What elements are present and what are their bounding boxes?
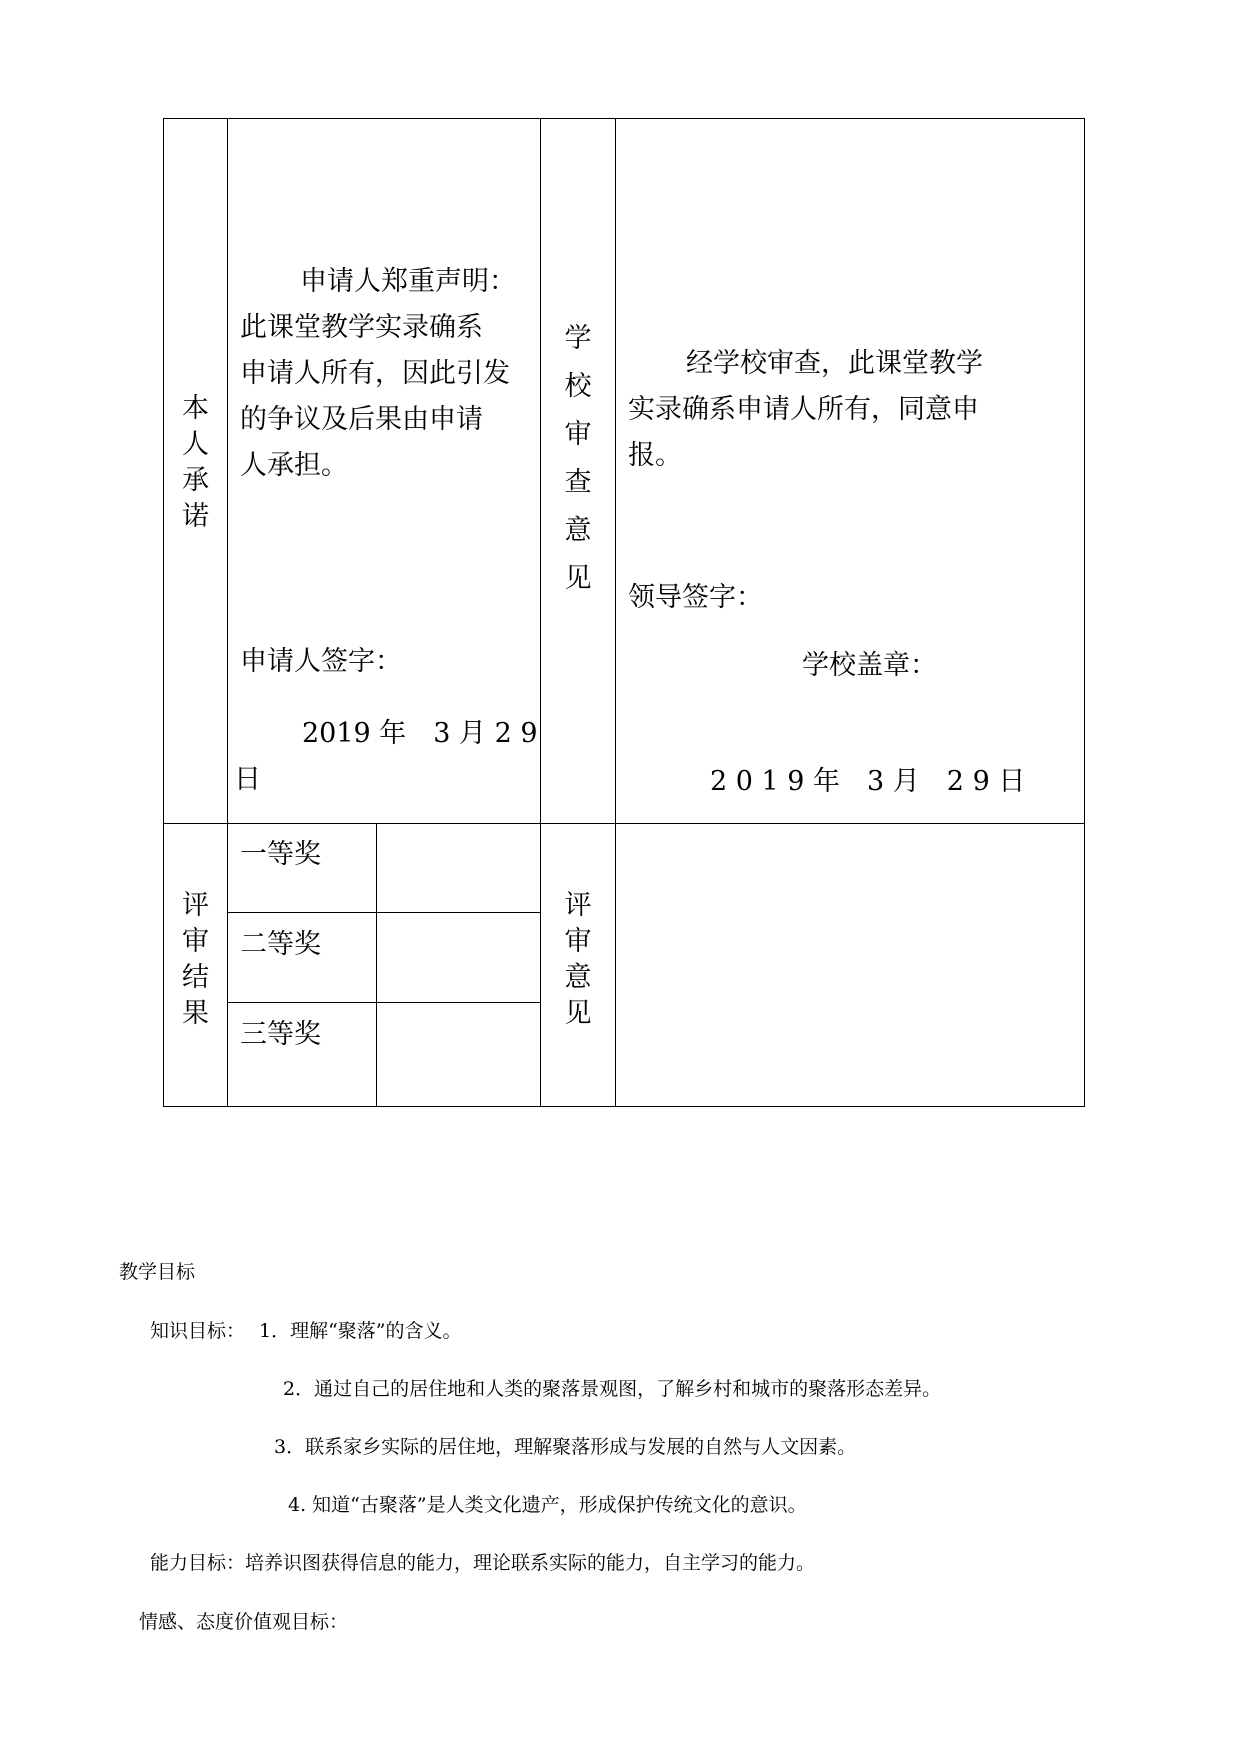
opinion-label-cell xyxy=(541,824,616,1107)
pledge-text-line: 此课堂教学实录确系 xyxy=(240,312,483,343)
pledge-text-line: 申请人所有，因此引发 xyxy=(240,358,510,389)
objectives-heading: 教学目标 xyxy=(119,1261,196,1283)
pledge-text-line: 人承担。 xyxy=(240,450,348,481)
result-label-cell xyxy=(164,824,228,1107)
third-prize-label: 三等奖 xyxy=(240,1019,321,1050)
pledge-content-cell xyxy=(228,119,541,824)
pledge-declaration-heading: 申请人郑重声明： xyxy=(300,266,516,297)
school-review-label-cell xyxy=(541,119,616,824)
pledge-label-cell xyxy=(164,119,228,824)
pledge-text-line: 的争议及后果由申请 xyxy=(240,404,483,435)
result-label: 评 审 结 果 xyxy=(182,890,209,1029)
applicant-date: 2019 年 3 月 2 9 xyxy=(302,718,538,749)
award-blanks-cell xyxy=(377,824,541,1107)
applicant-signature-label: 申请人签字： xyxy=(240,646,402,677)
knowledge-objectives-prefix: 知识目标： xyxy=(150,1320,246,1342)
emotion-objectives: 情感、态度价值观目标： xyxy=(139,1611,349,1633)
knowledge-objective-item: 3．联系家乡实际的居住地，理解聚落形成与发展的自然与人文因素。 xyxy=(274,1436,857,1458)
pledge-label: 本 人 承 诺 xyxy=(182,393,209,532)
school-review-label: 学 校 审 查 意 见 xyxy=(564,323,592,594)
school-review-text: 经学校审查，此课堂教学 xyxy=(686,348,983,379)
ability-objectives: 能力目标：培养识图获得信息的能力，理论联系实际的能力，自主学习的能力。 xyxy=(150,1552,816,1574)
knowledge-objective-item: 4. 知道“古聚落”是人类文化遗产，形成保护传统文化的意识。 xyxy=(288,1494,807,1516)
school-review-content-cell xyxy=(616,119,1085,824)
applicant-date-day: 日 xyxy=(234,764,261,795)
application-form-table xyxy=(163,118,1085,1107)
school-review-text: 实录确系申请人所有，同意申 xyxy=(628,394,979,425)
opinion-content-cell xyxy=(616,824,1085,1107)
knowledge-objective-item: 1．理解“聚落”的含义。 xyxy=(259,1320,462,1342)
second-prize-label: 二等奖 xyxy=(240,929,321,960)
knowledge-objective-item: 2．通过自己的居住地和人类的聚落景观图，了解乡村和城市的聚落形态差异。 xyxy=(283,1378,942,1400)
school-review-text: 报。 xyxy=(628,440,682,471)
opinion-label: 评 审 意 见 xyxy=(564,890,592,1029)
first-prize-label: 一等奖 xyxy=(240,839,321,870)
leader-signature-label: 领导签字： xyxy=(628,582,763,613)
award-names-cell xyxy=(228,824,377,1107)
school-date: 2 0 1 9 年 3 月 2 9 日 xyxy=(710,766,1026,797)
school-seal-label: 学校盖章： xyxy=(802,650,937,681)
